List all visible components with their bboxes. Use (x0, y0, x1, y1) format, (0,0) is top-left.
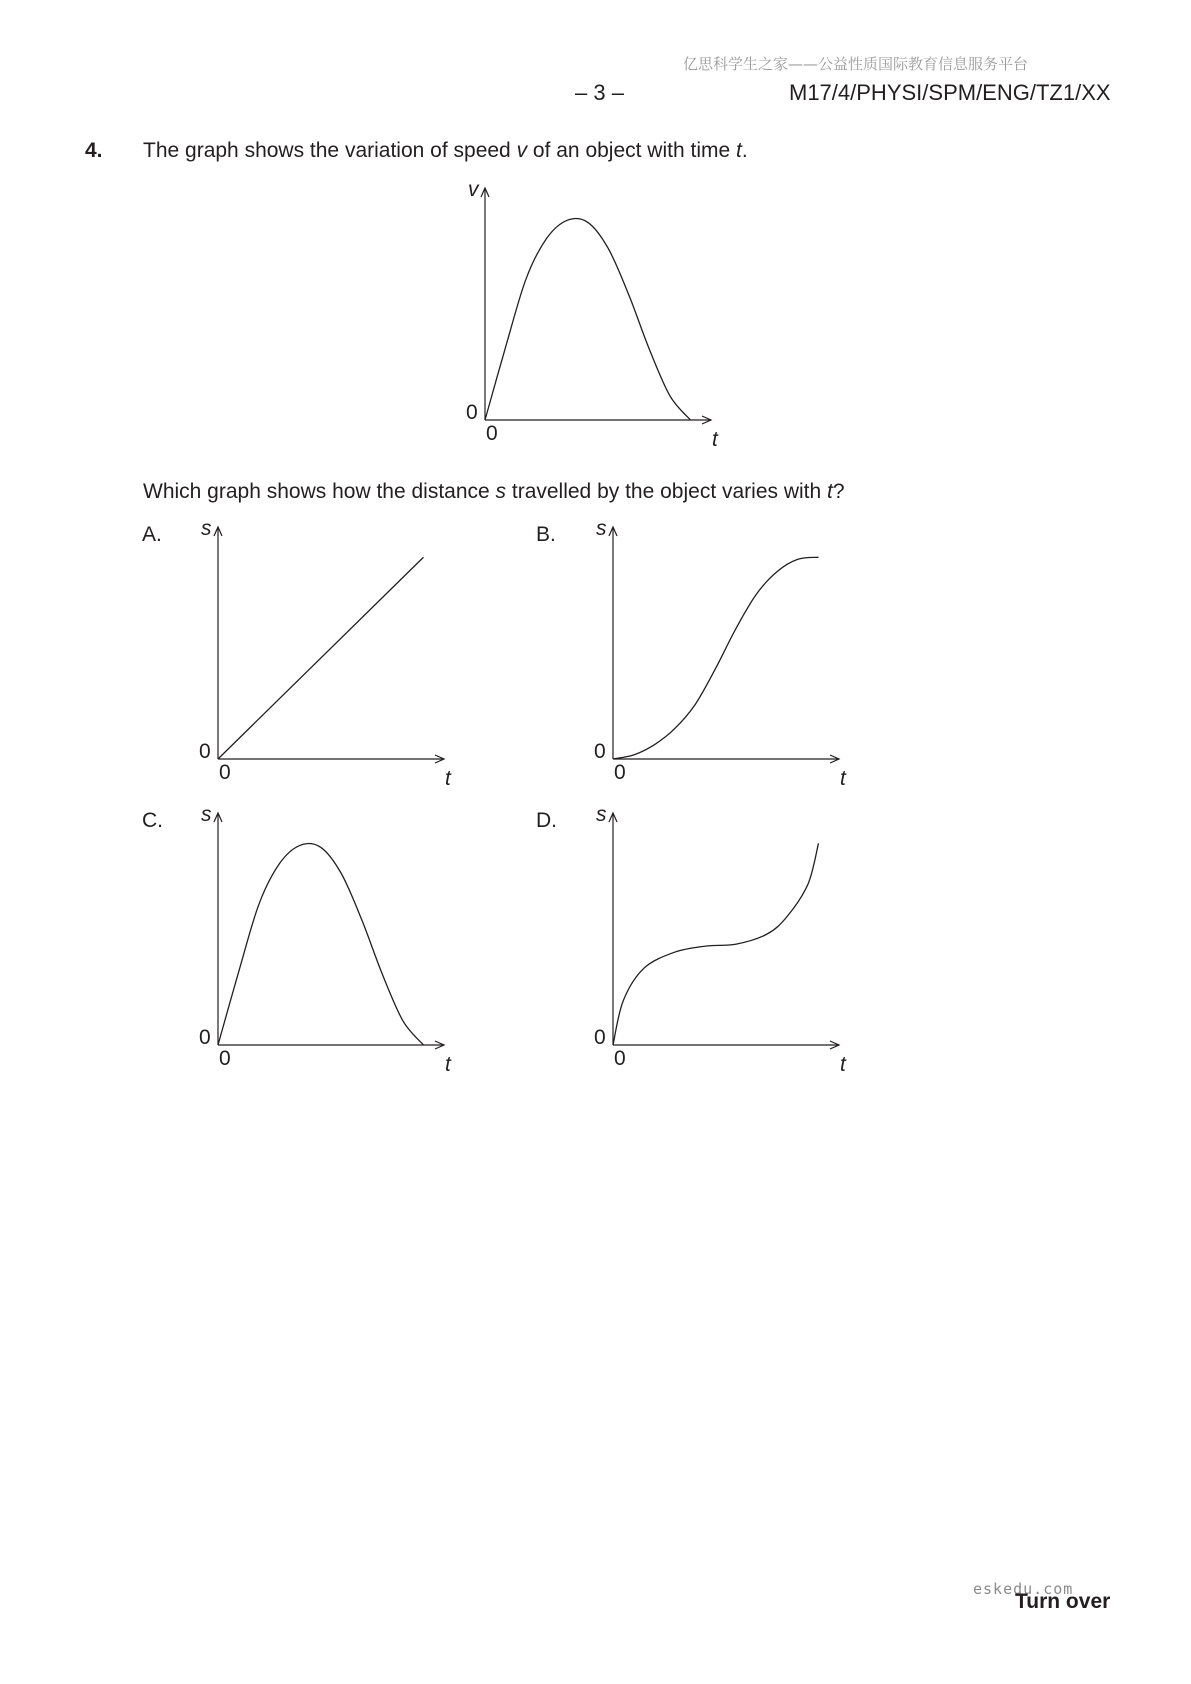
question-number: 4. (85, 139, 103, 162)
graph-d-origin-x-label: 0 (614, 1047, 626, 1070)
graph-c-y-label: s (201, 803, 212, 826)
option-label-b: B. (536, 523, 556, 546)
stem-v: v (516, 139, 528, 162)
prompt-end: ? (832, 480, 845, 503)
stem-t: t (736, 139, 742, 162)
graph-b-origin-x-label: 0 (614, 761, 626, 784)
prompt-t: t (827, 480, 833, 503)
graph-c-origin-y-label: 0 (199, 1026, 211, 1049)
graph-given-x-label: t (712, 428, 718, 451)
header-watermark: 亿思科学生之家——公益性质国际教育信息服务平台 (683, 55, 1029, 73)
graph-d-x-label: t (840, 1053, 846, 1076)
option-label-d: D. (536, 809, 557, 832)
stem-start: The graph shows the variation of speed (143, 139, 517, 162)
graph-a-origin-x-label: 0 (219, 761, 231, 784)
graph-d-y-label: s (596, 803, 607, 826)
graph-given-origin-y-label: 0 (466, 401, 478, 424)
graph-b-origin-y-label: 0 (594, 740, 606, 763)
graph-d-origin-y-label: 0 (594, 1026, 606, 1049)
graph-c-origin-x-label: 0 (219, 1047, 231, 1070)
prompt-s: s (495, 480, 507, 503)
option-label-a: A. (142, 523, 162, 546)
graph-b-x-label: t (840, 767, 846, 790)
stem-end: . (741, 139, 748, 162)
footer-watermark: eskedu.com (973, 1580, 1074, 1598)
graph-c-curve (218, 843, 424, 1045)
paper-code: M17/4/PHYSI/SPM/ENG/TZ1/XX (789, 80, 1111, 105)
graph-a-x-label: t (445, 767, 451, 790)
graph-b-curve (613, 557, 819, 759)
option-label-c: C. (142, 809, 163, 832)
graph-a-curve (218, 557, 423, 759)
graph-a-y-label: s (201, 517, 212, 540)
graph-given-y-label: v (468, 178, 479, 201)
graph-given-origin-x-label: 0 (486, 422, 498, 445)
turn-over: Turn over (1015, 1590, 1111, 1613)
stem-mid: of an object with time (527, 139, 736, 162)
prompt-mid: travelled by the object varies with (506, 480, 828, 503)
graph-b-y-label: s (596, 517, 607, 540)
graph-c-x-label: t (445, 1053, 451, 1076)
prompt-start: Which graph shows how the distance (143, 480, 496, 503)
page-number: – 3 – (575, 80, 624, 105)
graph-given-curve (485, 218, 691, 420)
graph-d-curve (613, 843, 819, 1045)
graph-a-origin-y-label: 0 (199, 740, 211, 763)
